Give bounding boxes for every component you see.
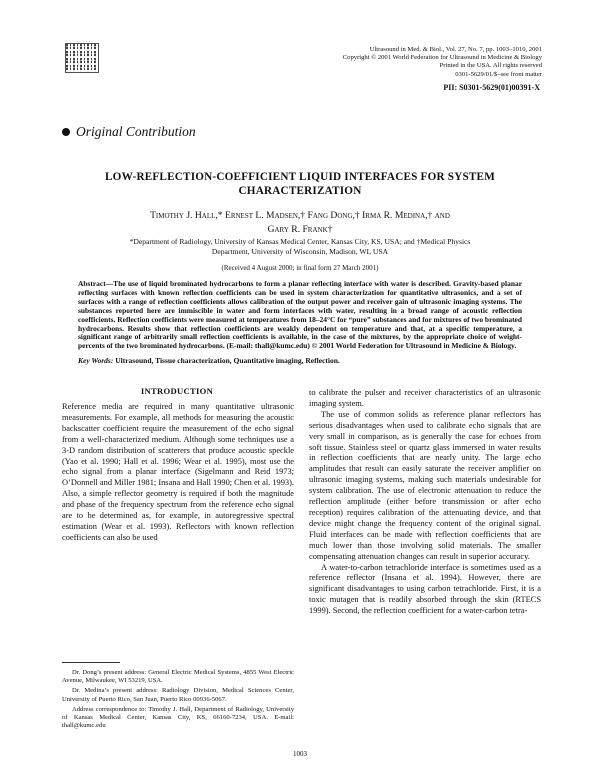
introduction-heading: INTRODUCTION <box>140 386 214 396</box>
footnotes <box>62 669 294 732</box>
authors-line-2: Gary R. Frank† <box>267 224 333 235</box>
affiliation-line-1: *Department of Radiology, University of Kansas Medical Center, Kansas City, KS, USA; and †Medical Physics <box>129 237 471 246</box>
received-dates: (Received 4 August 2000; in final form 27 March 2001) <box>221 264 379 272</box>
footnote-dong: Dr. Dong’s present address: General Electric Medical Systems, 4855 West Electric Avenue, Milwaukee, WI 53219, USA. <box>62 669 294 685</box>
journal-citation: Ultrasound in Med. & Biol., Vol. 27, No. 7, pp. 1003–1010, 2001 <box>369 46 542 53</box>
section-label-text: Original Contribution <box>76 124 196 139</box>
bullet-icon <box>62 128 70 136</box>
author-list <box>60 209 540 237</box>
left-column <box>62 402 294 544</box>
footnote-medina: Dr. Medina’s present address: Radiology Division, Medical Sciences Center, University of Puerto Rico, San Juan, Puerto Rico 00936-5067. <box>62 687 294 703</box>
keywords <box>78 356 522 365</box>
section-label <box>62 124 196 140</box>
paper-title: LOW-REFLECTION-COEFFICIENT LIQUID INTERFACES FOR SYSTEM CHARACTERIZATION <box>105 171 495 197</box>
keywords-text: Ultrasound, Tissue characterization, Quantitative imaging, Reflection. <box>115 356 340 365</box>
journal-info <box>212 46 542 79</box>
keywords-label: Key Words: <box>78 356 114 365</box>
printed-line: Printed in the USA. All rights reserved <box>439 62 542 70</box>
authors-line-1: Timothy J. Hall,* Ernest L. Madsen,† Fang Dong,† Irma R. Medina,† and <box>150 210 450 221</box>
intro-paragraph-1-cont: to calibrate the pulser and receiver characteristics of an ultrasonic imaging system. <box>309 388 541 408</box>
pii-identifier: PII: S0301-5629(01)00391-X <box>443 83 540 92</box>
issn-line: 0301-5629/01/$–see front matter <box>455 70 542 78</box>
affiliations <box>60 237 540 256</box>
abstract: Abstract—The use of liquid brominated hydrocarbons to form a planar reflecting interface with water is described. Gravity-based planar reflecting surfaces with known reflection coefficients can be used in system characterization for quantitative ultrasonics, and a set of surfaces with a range of reflection coefficients allows calibration of the output power and receiver gain of ultrasonic imaging systems. The substances reported here are immiscible in water and form interfaces with water, resulting in a broad range of acoustic reflection coefficients. Reflection coefficients were measured at temperatures from 18–24°C for “pure” substances and for mixtures of two brominated hydrocarbons. Results show that reflection coefficients are weakly dependent on temperature and that, at a specific temperature, a significant range of arbitrarily small reflection coefficients is available, in the case of the mixtures, by the appropriate choice of weight-percents of the two brominated hydrocarbons. (E-mail: thall@kumc.edu) © 2001 World Federation for Ultrasound in Medicine & Biology. <box>78 279 522 351</box>
copyright-line: Copyright © 2001 World Federation for Ultrasound in Medicine & Biology <box>342 54 542 62</box>
page-number: 1003 <box>293 750 307 758</box>
intro-paragraph-3: A water-to-carbon tetrachloride interface is sometimes used as a reference reflector (Insana et al. 1994). However, there are significant disadvantages to using carbon tetrachloride. First, it is a toxic mutagen that is readily absorbed through the skin (RTECS 1999). Second, the reflection coefficient for a water-carbon tetra- <box>309 562 541 616</box>
intro-paragraph-1: Reference media are required in many quantitative ultrasonic measurements. For example, all methods for measuring the acoustic backscatter coefficient require the measurement of the echo signal from a well-characterized medium. Although some techniques use a 3-D random distribution of scatterers that produce acoustic speckle (Yao et al. 1990; Hall et al. 1996; Wear et al. 1995), most use the echo signal from a planar interface (Sigelmann and Reid 1973; O’Donnell and Miller 1981; Insana and Hall 1990; Chen et al. 1993). Also, a simple reflector geometry is required if both the magnitude and phase of the frequency spectrum from the reference echo signal are to be determined as, for example, in autoregressive spectral estimation (Wear et al. 1993). Reflectors with known reflection coefficients can also be used <box>62 402 294 542</box>
footnote-correspondence: Address correspondence to: Timothy J. Hall, Department of Radiology, University of Kansas Medical Center, Kansas City, KS, 66160-7234, USA. E-mail: thall@kumc.edu <box>62 705 294 730</box>
right-column <box>309 388 541 617</box>
intro-paragraph-2: The use of common solids as reference planar reflectors has serious disadvantages when used to calibrate echo signals that are very small in comparison, as is generally the case for echoes from soft tissue. Stainless steel or quartz glass immersed in water results in reflection coefficients that are nearly unity. The large echo amplitudes that result can easily saturate the receiver amplifier on ultrasonic imaging systems, making such materials undesirable for system calibration. The use of electronic attenuation to reduce the reflection amplitude (either before transmission or after echo reception) requires calibration of the attenuating device, and that device might change the frequency content of the original signal. Fluid interfaces can be made with reflection coefficients that are much lower than those involving solid materials. The smaller compensating attenuation changes can result in superior accuracy. <box>309 409 541 561</box>
affiliation-line-2: Department, University of Wisconsin, Madison, WI, USA <box>211 246 389 256</box>
footnote-divider <box>62 662 120 663</box>
publisher-logo-icon <box>66 44 98 72</box>
